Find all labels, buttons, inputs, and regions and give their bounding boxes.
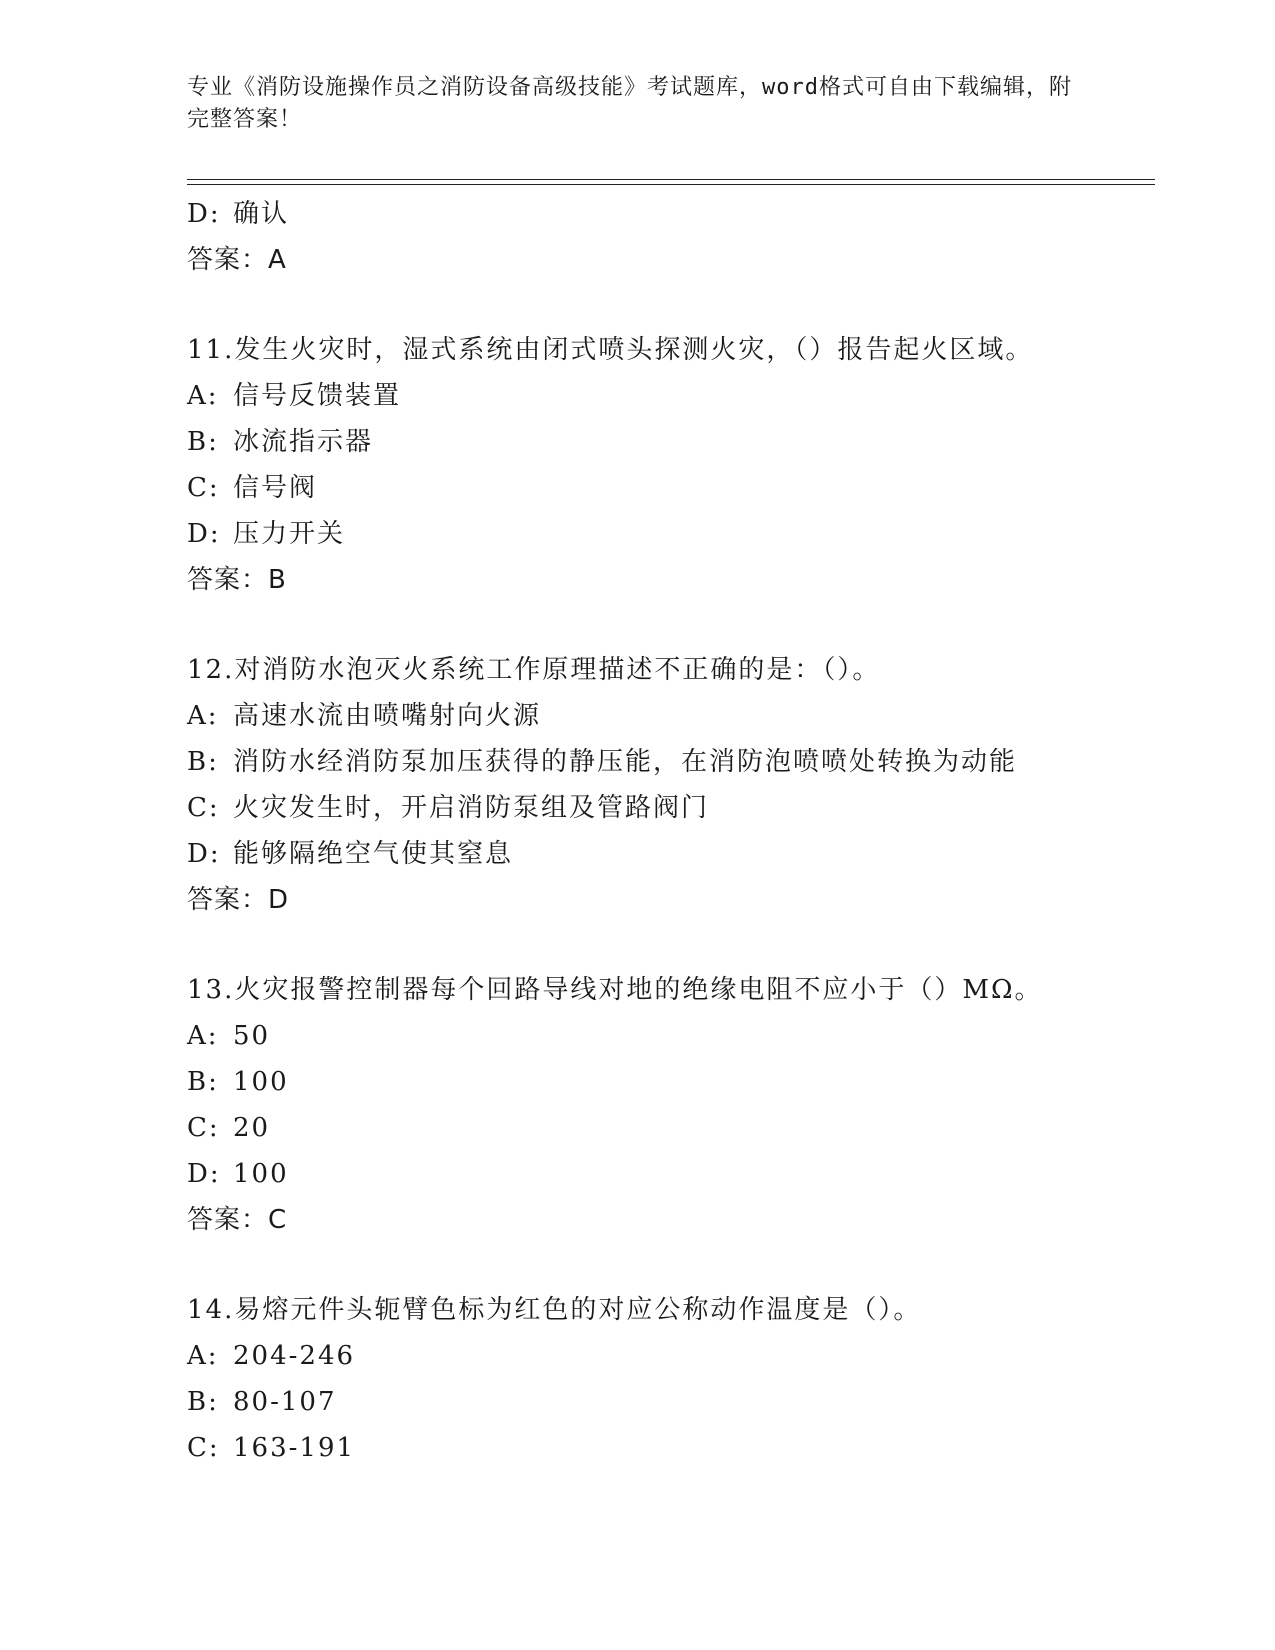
option-label: B: bbox=[187, 1387, 219, 1417]
option-label: B: bbox=[187, 427, 219, 457]
option-a bbox=[187, 693, 1147, 739]
option-c bbox=[187, 1105, 1147, 1151]
option-text: 高速水流由喷嘴射向火源 bbox=[233, 701, 542, 731]
option-text: 确认 bbox=[233, 199, 290, 229]
option-text: 80-107 bbox=[233, 1387, 337, 1417]
option-text: 20 bbox=[233, 1113, 271, 1143]
option-label: C: bbox=[187, 473, 220, 503]
option-b bbox=[187, 1059, 1147, 1105]
option-text: 204-246 bbox=[233, 1341, 356, 1371]
option-label: A: bbox=[187, 381, 219, 411]
question-stem: 14.易熔元件头轭臂色标为红色的对应公称动作温度是（）。 bbox=[187, 1295, 922, 1325]
option-d bbox=[187, 191, 1147, 237]
option-c bbox=[187, 785, 1147, 831]
option-text: 100 bbox=[233, 1159, 289, 1189]
option-text: 50 bbox=[233, 1021, 271, 1051]
question-12 bbox=[187, 647, 1147, 923]
option-text: 163-191 bbox=[233, 1433, 356, 1463]
option-d bbox=[187, 511, 1147, 557]
option-text: 消防水经消防泵加压获得的静压能，在消防泡喷喷处转换为动能 bbox=[233, 747, 1018, 777]
option-label: A: bbox=[187, 1021, 219, 1051]
option-c bbox=[187, 1425, 1147, 1471]
option-text: 能够隔绝空气使其窒息 bbox=[233, 839, 514, 869]
option-b bbox=[187, 739, 1147, 785]
document-header: 专业《消防设施操作员之消防设备高级技能》考试题库，word格式可自由下载编辑，附完整答案！ bbox=[187, 75, 1072, 132]
option-a bbox=[187, 1333, 1147, 1379]
option-a bbox=[187, 1013, 1147, 1059]
question-11 bbox=[187, 327, 1147, 603]
option-c bbox=[187, 465, 1147, 511]
option-label: A: bbox=[187, 1341, 219, 1371]
option-text: 信号反馈装置 bbox=[233, 381, 402, 411]
answer-line: 答案：B bbox=[187, 565, 287, 595]
option-text: 火灾发生时，开启消防泵组及管路阀门 bbox=[233, 793, 710, 823]
option-a bbox=[187, 373, 1147, 419]
question-stem: 11.发生火灾时，湿式系统由闭式喷头探测火灾，（）报告起火区域。 bbox=[187, 335, 1034, 365]
answer-line: 答案：A bbox=[187, 245, 287, 275]
option-d bbox=[187, 831, 1147, 877]
option-label: D: bbox=[187, 199, 221, 229]
option-label: A: bbox=[187, 701, 219, 731]
option-text: 信号阀 bbox=[233, 473, 318, 503]
option-d bbox=[187, 1151, 1147, 1197]
question-14 bbox=[187, 1287, 1147, 1471]
header-rule-bottom bbox=[187, 184, 1155, 185]
option-label: C: bbox=[187, 1113, 220, 1143]
answer-line: 答案：D bbox=[187, 885, 290, 915]
option-text: 100 bbox=[233, 1067, 289, 1097]
question-13 bbox=[187, 967, 1147, 1243]
header-rule-top bbox=[187, 179, 1155, 180]
question-stem: 12.对消防水泡灭火系统工作原理描述不正确的是：（）。 bbox=[187, 655, 881, 685]
answer-line: 答案：C bbox=[187, 1205, 288, 1235]
option-label: D: bbox=[187, 839, 221, 869]
option-label: C: bbox=[187, 1433, 220, 1463]
question-list bbox=[187, 191, 1147, 1471]
option-b bbox=[187, 1379, 1147, 1425]
option-b bbox=[187, 419, 1147, 465]
option-label: D: bbox=[187, 519, 221, 549]
question-stem: 13.火灾报警控制器每个回路导线对地的绝缘电阻不应小于（）MΩ。 bbox=[187, 975, 1043, 1005]
option-text: 压力开关 bbox=[233, 519, 346, 549]
option-text: 冰流指示器 bbox=[233, 427, 374, 457]
option-label: B: bbox=[187, 1067, 219, 1097]
option-label: D: bbox=[187, 1159, 221, 1189]
option-label: B: bbox=[187, 747, 219, 777]
option-label: C: bbox=[187, 793, 220, 823]
